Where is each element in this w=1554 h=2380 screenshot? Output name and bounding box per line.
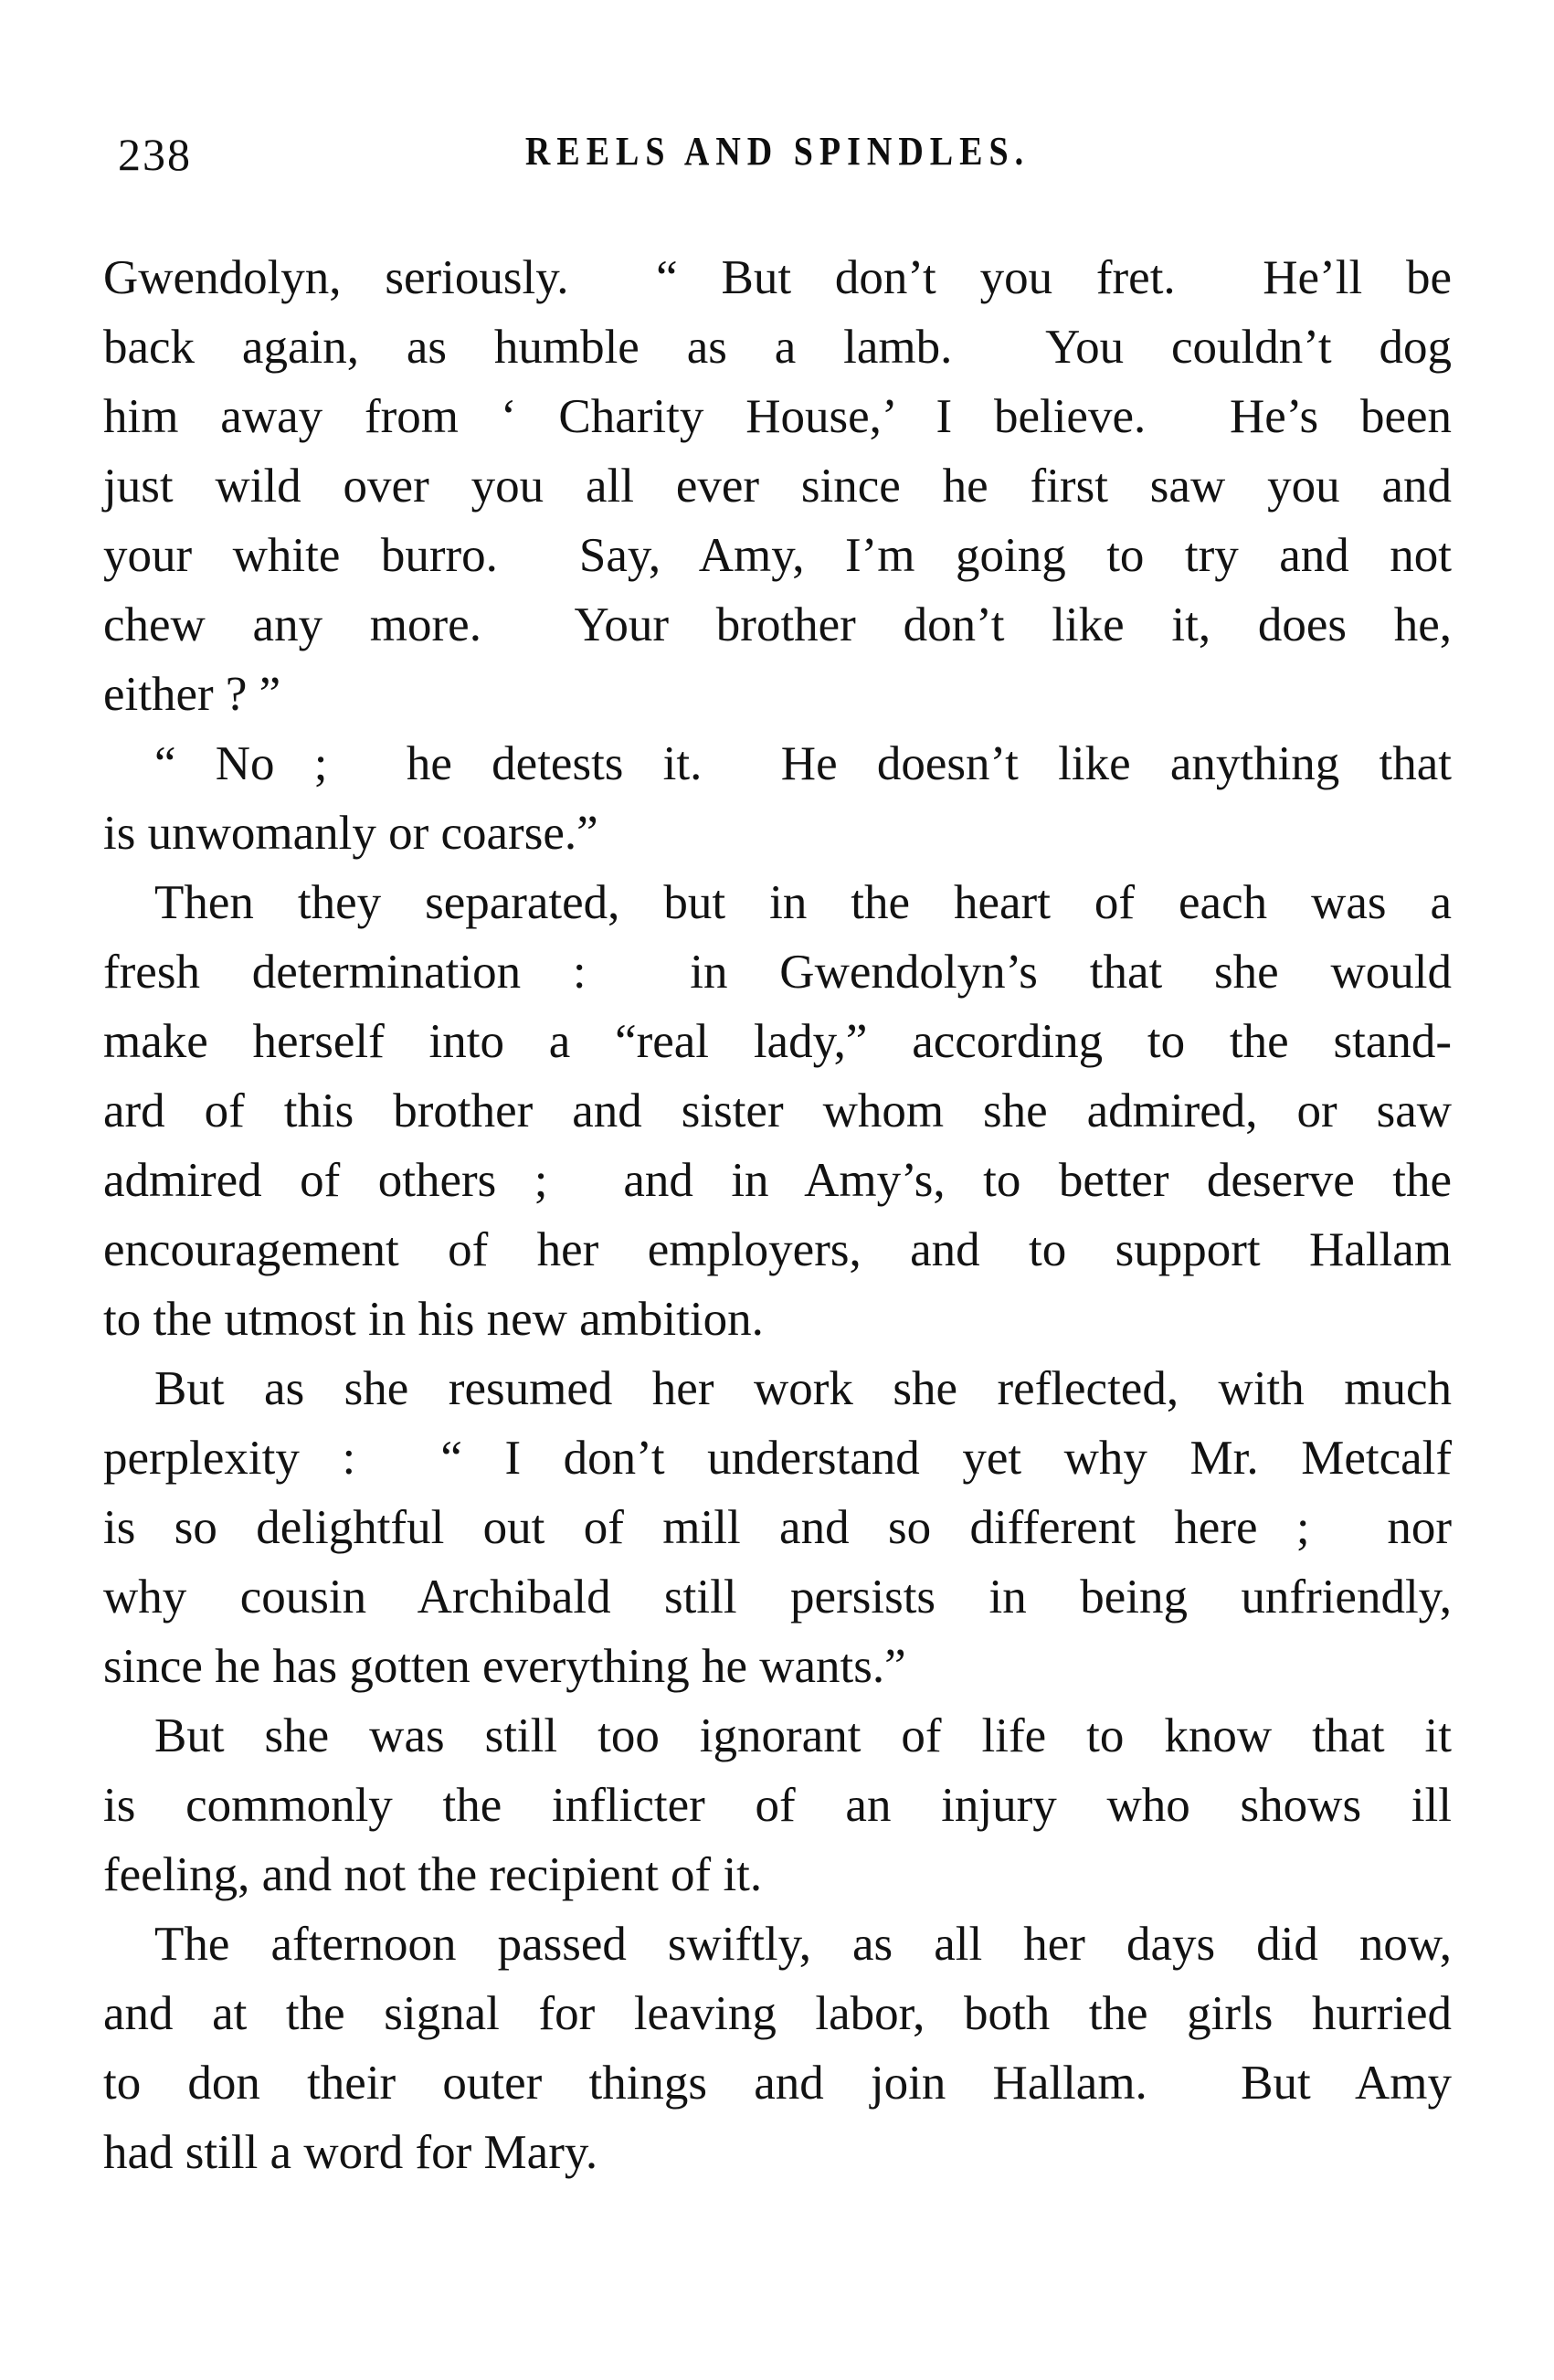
paragraph [103, 243, 1452, 729]
paragraph [103, 1354, 1452, 1701]
paragraph [103, 868, 1452, 1354]
text-line: is commonly the inflicter of an injury who shows ill [103, 1779, 1452, 1832]
text-line: to don their outer things and join Hallam. But Amy [103, 2057, 1452, 2110]
text-line: to the utmost in his new ambition. [103, 1293, 764, 1346]
text-line: But she was still too ignorant of life to know that it [154, 1709, 1452, 1762]
text-line: fresh determination : in Gwendolyn’s that she would [103, 946, 1452, 999]
text-line: is unwomanly or coarse.” [103, 807, 598, 860]
text-line: is so delightful out of mill and so different here ; nor [103, 1501, 1452, 1554]
text-line: since he has gotten everything he wants.” [103, 1640, 906, 1693]
text-line: But as she resumed her work she reflected, with much [154, 1362, 1452, 1415]
text-line: feeling, and not the recipient of it. [103, 1848, 763, 1901]
text-line: and at the signal for leaving labor, both the girls hurried [103, 1987, 1452, 2040]
page-number: 238 [118, 129, 192, 180]
text-line: either ? ” [103, 668, 281, 721]
text-line: “ No ; he detests it. He doesn’t like anything that [154, 737, 1452, 790]
page-text [103, 243, 1452, 2187]
text-line: Gwendolyn, seriously. “ But don’t you fret. He’ll be [103, 251, 1452, 304]
text-line: The afternoon passed swiftly, as all her days did now, [154, 1918, 1452, 1971]
text-line: back again, as humble as a lamb. You couldn’t dog [103, 321, 1452, 374]
text-line: chew any more. Your brother don’t like it, does he, [103, 598, 1452, 651]
text-line: had still a word for Mary. [103, 2126, 598, 2179]
paragraph [103, 1909, 1452, 2187]
paragraph [103, 1701, 1452, 1909]
running-header [103, 126, 1452, 190]
text-line: your white burro. Say, Amy, I’m going to try and not [103, 529, 1452, 582]
text-line: make herself into a “real lady,” according to the stand- [103, 1015, 1452, 1068]
running-title [103, 126, 1452, 175]
text-line: admired of others ; and in Amy’s, to better deserve the [103, 1154, 1452, 1207]
text-line: him away from ‘ Charity House,’ I believe. He’s been [103, 390, 1452, 443]
text-line: why cousin Archibald still persists in being unfriendly, [103, 1571, 1452, 1624]
text-line: encouragement of her employers, and to support Hallam [103, 1223, 1452, 1276]
text-line: perplexity : “ I don’t understand yet why Mr. Metcalf [103, 1432, 1452, 1485]
text-line: just wild over you all ever since he first saw you and [103, 460, 1452, 513]
running-title-text: REELS AND SPINDLES. [524, 129, 1031, 175]
text-line: Then they separated, but in the heart of each was a [154, 876, 1452, 929]
text-line: ard of this brother and sister whom she admired, or saw [103, 1084, 1452, 1137]
paragraph [103, 729, 1452, 868]
